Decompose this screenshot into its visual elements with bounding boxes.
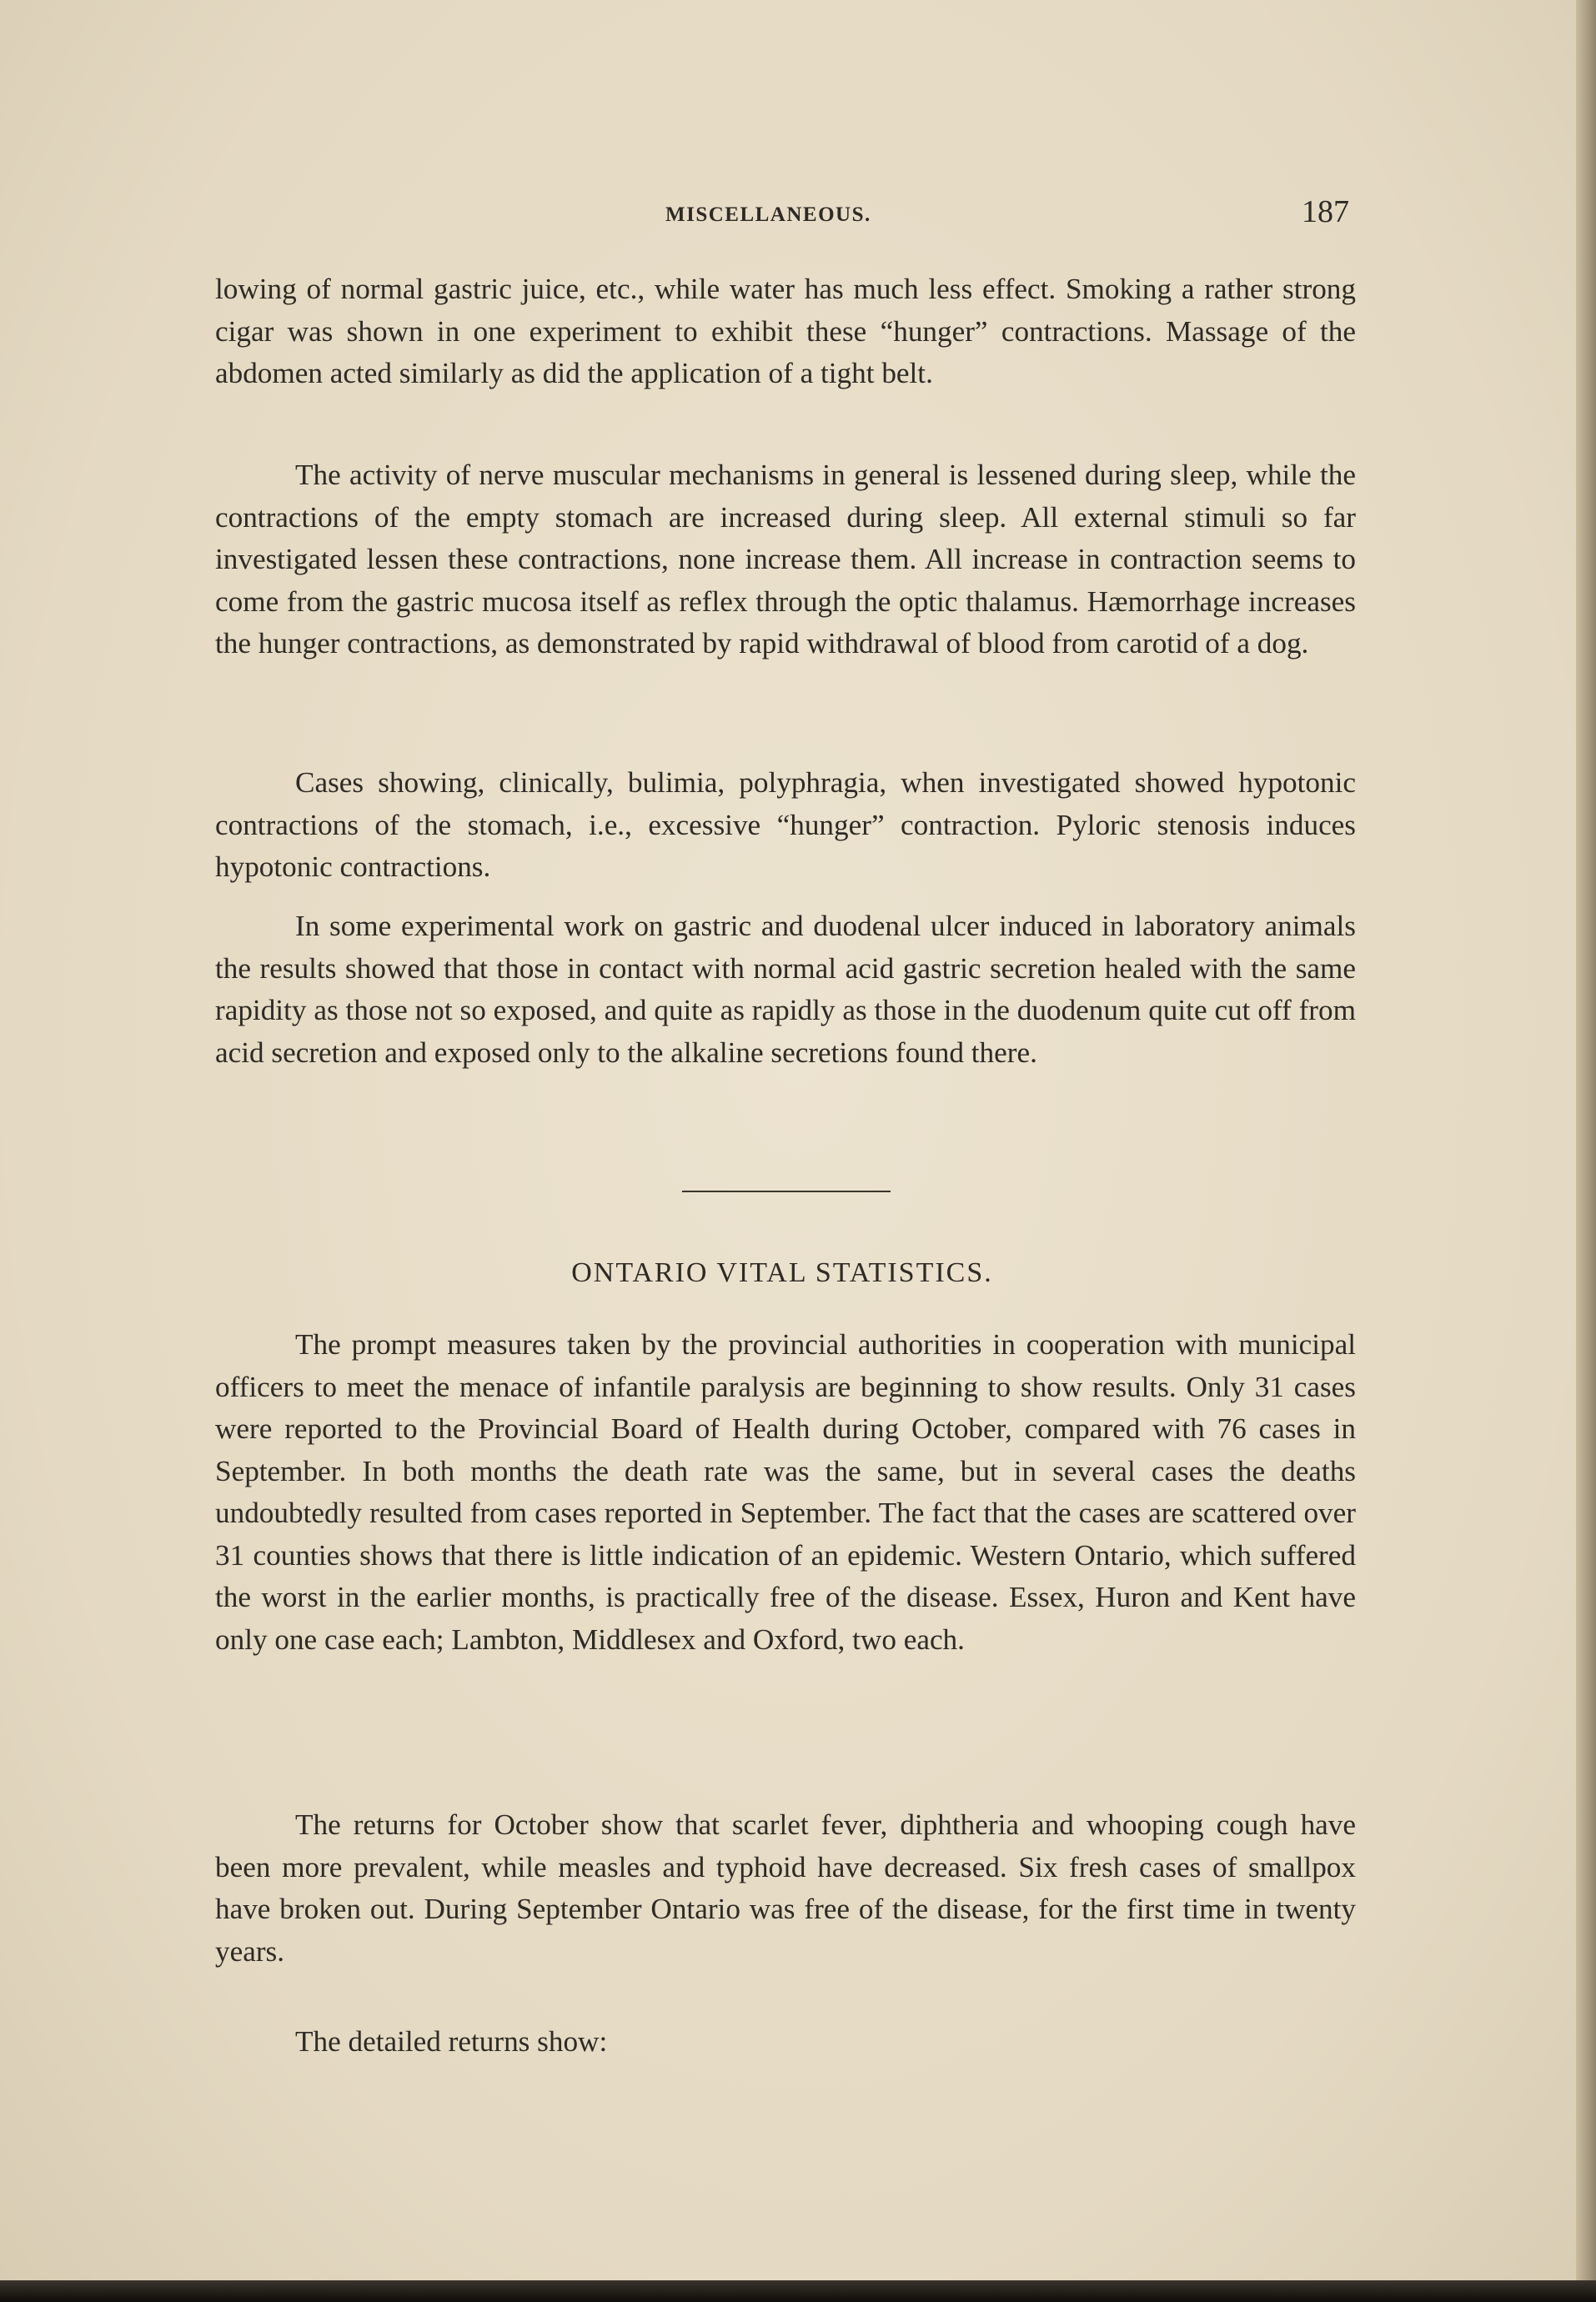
paragraph-ulcer-experiments: In some experimental work on gastric and duodenal ulcer induced in laboratory animals the results showed that those in contact with normal acid gastric secretion healed with the same rapidity as those not so exposed, and quite as rapidly as those in the duodenum quite cut off from acid secretion and exposed only to the alkaline secretions found there. <box>215 910 1356 1069</box>
paragraph-continuation: lowing of normal gastric juice, etc., while water has much less effect. Smoking a rather strong cigar was shown in one experiment to exhibit these “hunger” contractions. Massage of the abdomen acted similarly as did the application of a tight belt. <box>215 273 1356 389</box>
section-title: ONTARIO VITAL STATISTICS. <box>571 1257 993 1288</box>
running-title: MISCELLANEOUS. <box>665 203 871 226</box>
paragraph-infantile-paralysis: The prompt measures taken by the provincial authorities in cooperation with municipal officers to meet the menace of infantile paralysis are beginning to show results. Only 31 cases were reported to the Provincial Board of Health during October, compared with 76 cases in September. In both months the death rate was the same, but in several cases the deaths undoubtedly resulted from cases reported in September. The fact that the cases are scattered over 31 counties shows that there is little indication of an epidemic. Western Ontario, which suffered the worst in the earlier months, is practically free of the disease. Essex, Huron and Kent have only one case each; Lambton, Middlesex and Oxford, two each. <box>215 1328 1356 1656</box>
paragraph-sleep-contractions: The activity of nerve muscular mechanisms in general is lessened during sleep, while the contractions of the empty stomach are increased during sleep. All external stimuli so far investigated lessen these contractions, none increase them. All increase in contraction seems to come from the gastric mucosa itself as reflex through the optic thalamus. Hæmorrhage increases the hunger contractions, as demonstrated by rapid withdrawal of blood from carotid of a dog. <box>215 459 1356 660</box>
paragraph-detailed-returns: The detailed returns show: <box>295 2025 608 2058</box>
page-bottom-edge <box>0 2280 1596 2302</box>
running-head <box>215 193 1349 235</box>
paragraph-october-returns: The returns for October show that scarlet fever, diphtheria and whooping cough have been more prevalent, while measles and typhoid have decreased. Six fresh cases of smallpox have broken out. During September Ontario was free of the disease, for the first time in twenty years. <box>215 1808 1356 1968</box>
page-edge-shadow <box>1576 0 1596 2302</box>
paragraph-bulimia-cases: Cases showing, clinically, bulimia, polyphragia, when investigated showed hypotonic contractions of the stomach, i.e., excessive “hunger” contraction. Pyloric stenosis induces hypotonic contractions. <box>215 766 1356 883</box>
section-divider <box>682 1191 891 1192</box>
page-number: 187 <box>1302 194 1349 229</box>
